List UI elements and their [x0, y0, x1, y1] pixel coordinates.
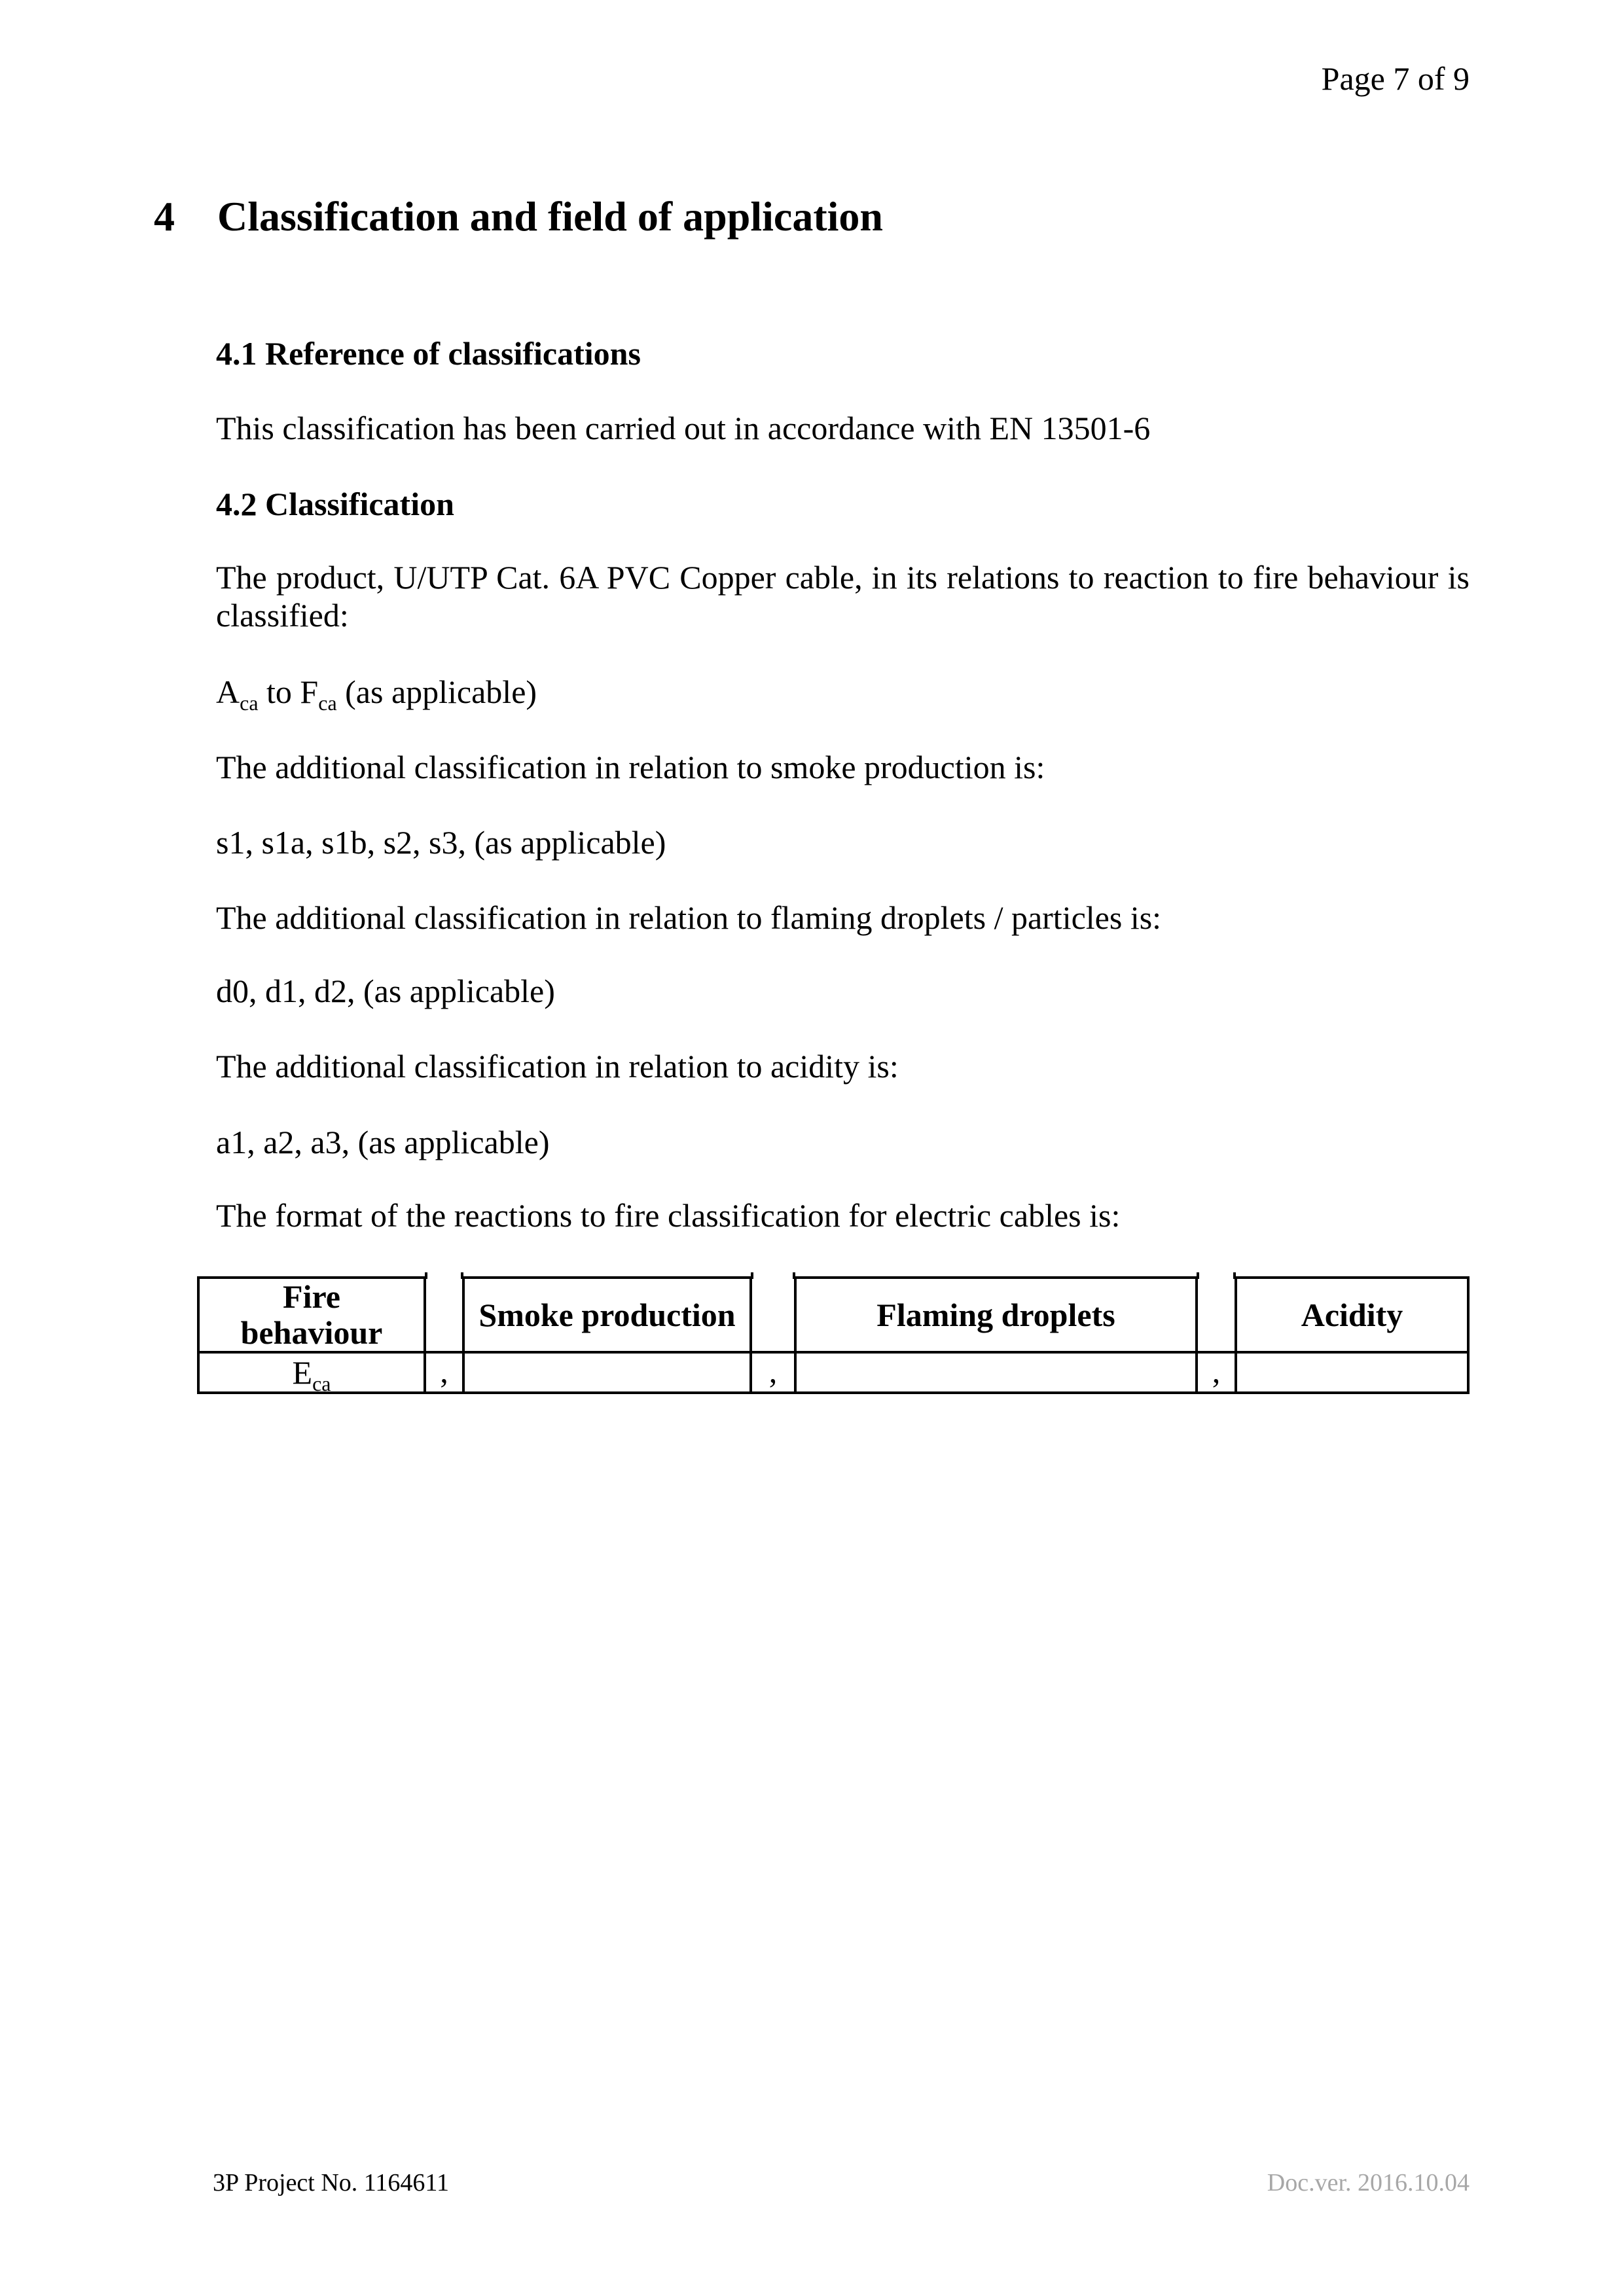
subsection-42-title: 4.2 Classification: [216, 486, 454, 522]
header-separator-1: [425, 1278, 463, 1352]
subsection-41-title: 4.1 Reference of classifications: [216, 335, 641, 372]
cell-comma-3: ,: [1197, 1352, 1236, 1393]
header-fire-behaviour-label: Fire behaviour: [240, 1278, 383, 1351]
classification-range-line: [216, 673, 537, 715]
acidity-values: a1, a2, a3, (as applicable): [216, 1124, 550, 1160]
cell-smoke-value: [463, 1352, 751, 1393]
range-suffix: (as applicable): [336, 673, 537, 710]
paragraph-product-intro: The product, U/UTP Cat. 6A PVC Copper cable, in its relations to reaction to fire behaviour is classified:: [216, 559, 1470, 634]
acidity-label: The additional classification in relation to acidity is:: [216, 1048, 899, 1085]
header-flaming-droplets: Flaming droplets: [795, 1278, 1197, 1352]
cell-fire-class: [198, 1352, 425, 1393]
range-middle: to: [258, 673, 300, 710]
paragraph-reference: This classification has been carried out in accordance with EN 13501-6: [216, 410, 1151, 446]
range-f-sub: ca: [318, 691, 337, 715]
droplets-label: The additional classification in relation to flaming droplets / particles is:: [216, 899, 1162, 936]
section-heading: [154, 192, 883, 241]
format-label: The format of the reactions to fire classification for electric cables is:: [216, 1197, 1121, 1234]
classification-format-table: [197, 1276, 1470, 1394]
header-separator-2: [751, 1278, 795, 1352]
cell-droplets-value: [795, 1352, 1197, 1393]
header-separator-3: [1197, 1278, 1236, 1352]
range-a: A: [216, 673, 240, 710]
smoke-values: s1, s1a, s1b, s2, s3, (as applicable): [216, 824, 666, 861]
smoke-label: The additional classification in relation to smoke production is:: [216, 749, 1045, 785]
header-smoke-production: Smoke production: [463, 1278, 751, 1352]
footer-project-number: 3P Project No. 1164611: [213, 2169, 449, 2197]
fire-class-base: E: [292, 1354, 313, 1391]
header-acidity: Acidity: [1236, 1278, 1468, 1352]
table-data-row: [198, 1352, 1468, 1393]
table-header-row: [198, 1278, 1468, 1352]
cell-acidity-value: [1236, 1352, 1468, 1393]
header-fire-behaviour: [198, 1278, 425, 1352]
section-heading-number: 4: [154, 193, 175, 240]
page-number: Page 7 of 9: [1321, 60, 1470, 97]
section-heading-title: Classification and field of application: [217, 193, 883, 240]
cell-comma-1: ,: [425, 1352, 463, 1393]
droplets-values: d0, d1, d2, (as applicable): [216, 973, 555, 1009]
footer-doc-version: Doc.ver. 2016.10.04: [1267, 2169, 1470, 2197]
range-f: F: [300, 673, 319, 710]
range-a-sub: ca: [240, 691, 259, 715]
fire-class-sub: ca: [312, 1372, 331, 1395]
cell-comma-2: ,: [751, 1352, 795, 1393]
